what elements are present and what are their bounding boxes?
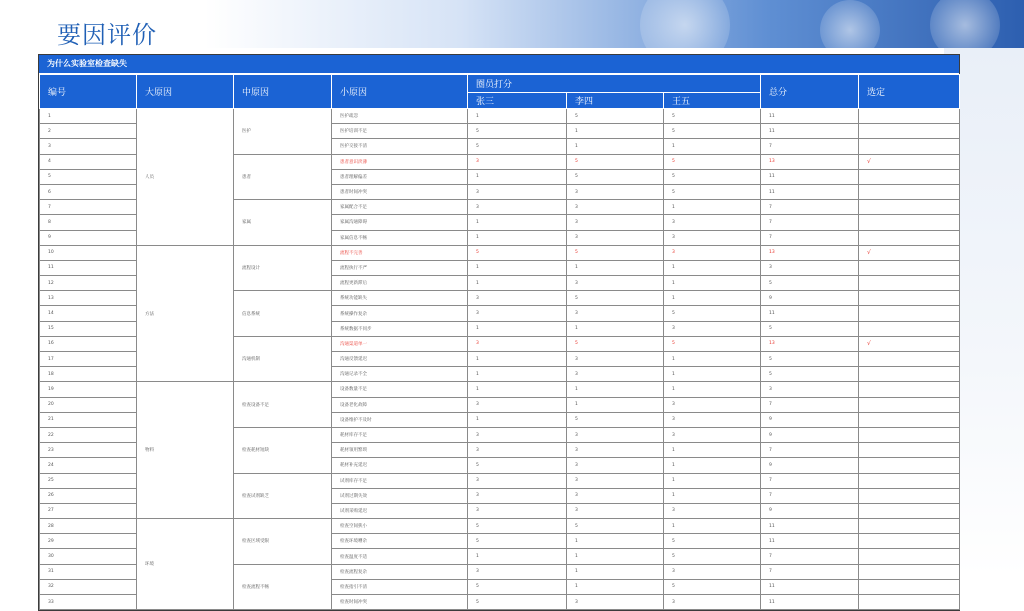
score-cell: 1 (567, 382, 664, 397)
minor-cause-cell: 试剂库存不足 (332, 473, 468, 488)
score-cell: 3 (468, 291, 567, 306)
total-cell: 11 (761, 534, 859, 549)
minor-cause-cell: 系统操作复杂 (332, 306, 468, 321)
middle-cause-cell: 检查流程不畅 (234, 564, 332, 610)
score-cell: 3 (468, 397, 567, 412)
score-cell: 1 (468, 367, 567, 382)
total-cell: 7 (761, 549, 859, 564)
score-cell: 5 (567, 169, 664, 184)
score-cell: 5 (567, 336, 664, 351)
score-cell: 1 (468, 215, 567, 230)
total-cell: 7 (761, 564, 859, 579)
id-cell: 14 (40, 306, 137, 321)
total-cell: 7 (761, 215, 859, 230)
minor-cause-cell: 设备维护不及时 (332, 412, 468, 427)
selected-cell (859, 139, 960, 154)
middle-cause-cell: 信息系统 (234, 291, 332, 337)
table-row (40, 245, 960, 260)
selected-cell (859, 549, 960, 564)
score-cell: 1 (468, 260, 567, 275)
minor-cause-cell: 沟通记录不全 (332, 367, 468, 382)
total-cell: 7 (761, 443, 859, 458)
minor-cause-cell: 检查环境嘈杂 (332, 534, 468, 549)
score-cell: 1 (567, 564, 664, 579)
id-cell: 26 (40, 488, 137, 503)
minor-cause-cell: 患者时间冲突 (332, 184, 468, 199)
score-cell: 5 (468, 124, 567, 139)
total-cell: 11 (761, 306, 859, 321)
id-cell: 13 (40, 291, 137, 306)
middle-cause-cell: 沟通机制 (234, 336, 332, 382)
minor-cause-cell: 试剂过期失效 (332, 488, 468, 503)
selected-cell (859, 579, 960, 594)
score-cell: 5 (567, 519, 664, 534)
selected-cell (859, 382, 960, 397)
selected-cell: √ (859, 336, 960, 351)
score-cell: 3 (468, 336, 567, 351)
score-cell: 3 (567, 276, 664, 291)
score-cell: 5 (468, 595, 567, 610)
score-cell: 1 (567, 549, 664, 564)
score-cell: 3 (468, 488, 567, 503)
total-cell: 9 (761, 427, 859, 442)
total-cell: 5 (761, 321, 859, 336)
total-cell: 7 (761, 139, 859, 154)
middle-cause-cell: 检查耗材短缺 (234, 427, 332, 473)
score-cell: 5 (468, 245, 567, 260)
score-cell: 3 (664, 245, 761, 260)
score-cell: 3 (468, 564, 567, 579)
score-cell: 5 (664, 306, 761, 321)
score-cell: 3 (567, 503, 664, 518)
member-header: 张三 (468, 93, 567, 109)
selected-cell (859, 169, 960, 184)
selected-cell: √ (859, 245, 960, 260)
total-cell: 9 (761, 412, 859, 427)
col-minor-header: 小原因 (332, 75, 468, 109)
total-cell: 9 (761, 458, 859, 473)
score-cell: 1 (567, 139, 664, 154)
total-cell: 7 (761, 397, 859, 412)
page-title: 要因评价 (57, 21, 157, 49)
minor-cause-cell: 家属沟通障碍 (332, 215, 468, 230)
id-cell: 5 (40, 169, 137, 184)
selected-cell (859, 412, 960, 427)
score-cell: 1 (664, 139, 761, 154)
score-cell: 1 (664, 458, 761, 473)
col-middle-header: 中原因 (234, 75, 332, 109)
selected-cell (859, 276, 960, 291)
middle-cause-cell: 检查设备不足 (234, 382, 332, 428)
total-cell: 7 (761, 488, 859, 503)
minor-cause-cell: 检查温度不适 (332, 549, 468, 564)
score-cell: 5 (664, 124, 761, 139)
minor-cause-cell: 设备数量不足 (332, 382, 468, 397)
score-cell: 1 (468, 276, 567, 291)
score-cell: 1 (567, 534, 664, 549)
score-cell: 1 (664, 352, 761, 367)
selected-cell (859, 124, 960, 139)
minor-cause-cell: 系统功能缺失 (332, 291, 468, 306)
total-cell: 11 (761, 579, 859, 594)
score-cell: 5 (567, 412, 664, 427)
score-cell: 1 (567, 260, 664, 275)
middle-cause-cell: 家属 (234, 200, 332, 246)
score-cell: 3 (468, 200, 567, 215)
score-cell: 1 (664, 519, 761, 534)
score-cell: 1 (468, 352, 567, 367)
score-cell: 3 (567, 473, 664, 488)
middle-cause-cell: 检查区域受限 (234, 519, 332, 565)
score-cell: 1 (664, 382, 761, 397)
col-id-header: 编号 (40, 75, 137, 109)
score-cell: 3 (567, 230, 664, 245)
minor-cause-cell: 家属配合不足 (332, 200, 468, 215)
col-total-header: 总分 (761, 75, 859, 109)
minor-cause-cell: 检查空间狭小 (332, 519, 468, 534)
total-cell: 13 (761, 336, 859, 351)
minor-cause-cell: 设备老化故障 (332, 397, 468, 412)
score-cell: 3 (468, 503, 567, 518)
table-row (40, 519, 960, 534)
score-cell: 3 (567, 443, 664, 458)
score-cell: 3 (664, 397, 761, 412)
score-cell: 1 (664, 443, 761, 458)
id-cell: 22 (40, 427, 137, 442)
id-cell: 15 (40, 321, 137, 336)
total-cell: 13 (761, 245, 859, 260)
score-cell: 1 (468, 321, 567, 336)
member-header: 王五 (664, 93, 761, 109)
score-cell: 3 (664, 321, 761, 336)
member-header: 李四 (567, 93, 664, 109)
id-cell: 20 (40, 397, 137, 412)
score-cell: 3 (567, 215, 664, 230)
total-cell: 7 (761, 200, 859, 215)
score-cell: 5 (567, 245, 664, 260)
selected-cell (859, 200, 960, 215)
selected-cell (859, 397, 960, 412)
score-cell: 3 (567, 306, 664, 321)
score-cell: 1 (664, 260, 761, 275)
minor-cause-cell: 检查流程复杂 (332, 564, 468, 579)
minor-cause-cell: 耗材库存不足 (332, 427, 468, 442)
score-cell: 3 (664, 412, 761, 427)
id-cell: 11 (40, 260, 137, 275)
id-cell: 8 (40, 215, 137, 230)
id-cell: 10 (40, 245, 137, 260)
id-cell: 6 (40, 184, 137, 199)
major-cause-cell: 环境 (137, 519, 234, 610)
score-cell: 5 (567, 109, 664, 124)
total-cell: 3 (761, 260, 859, 275)
minor-cause-cell: 试剂采购延迟 (332, 503, 468, 518)
minor-cause-cell: 家属信息不畅 (332, 230, 468, 245)
table-row (40, 382, 960, 397)
col-selected-header: 选定 (859, 75, 960, 109)
id-cell: 31 (40, 564, 137, 579)
middle-cause-cell: 患者 (234, 154, 332, 200)
score-cell: 3 (664, 564, 761, 579)
id-cell: 16 (40, 336, 137, 351)
table-caption: 为什么实验室检查缺失 (39, 55, 959, 74)
score-cell: 1 (468, 230, 567, 245)
score-cell: 3 (468, 443, 567, 458)
id-cell: 19 (40, 382, 137, 397)
minor-cause-cell: 患者理解偏差 (332, 169, 468, 184)
score-cell: 5 (468, 519, 567, 534)
total-cell: 7 (761, 230, 859, 245)
id-cell: 3 (40, 139, 137, 154)
id-cell: 4 (40, 154, 137, 169)
minor-cause-cell: 沟通渠道单一 (332, 336, 468, 351)
table-body (40, 109, 960, 610)
minor-cause-cell: 耗材领用繁琐 (332, 443, 468, 458)
score-cell: 3 (567, 184, 664, 199)
selected-cell (859, 519, 960, 534)
score-cell: 3 (468, 473, 567, 488)
selected-cell (859, 352, 960, 367)
id-cell: 9 (40, 230, 137, 245)
total-cell: 5 (761, 276, 859, 291)
score-cell: 1 (664, 276, 761, 291)
score-cell: 1 (664, 473, 761, 488)
id-cell: 17 (40, 352, 137, 367)
minor-cause-cell: 耗材补充延迟 (332, 458, 468, 473)
minor-cause-cell: 流程执行不严 (332, 260, 468, 275)
score-cell: 5 (664, 154, 761, 169)
score-cell: 1 (664, 200, 761, 215)
score-cell: 5 (664, 579, 761, 594)
middle-cause-cell: 检查试剂缺乏 (234, 473, 332, 519)
minor-cause-cell: 医护培训不足 (332, 124, 468, 139)
selected-cell (859, 321, 960, 336)
selected-cell (859, 443, 960, 458)
score-cell: 1 (664, 367, 761, 382)
score-cell: 3 (567, 352, 664, 367)
score-cell: 5 (664, 184, 761, 199)
total-cell: 3 (761, 382, 859, 397)
minor-cause-cell: 流程更新滞后 (332, 276, 468, 291)
score-cell: 3 (567, 427, 664, 442)
major-cause-cell: 物料 (137, 382, 234, 519)
minor-cause-cell: 患者意识淡薄 (332, 154, 468, 169)
table-row (40, 109, 960, 124)
total-cell: 11 (761, 184, 859, 199)
total-cell: 9 (761, 291, 859, 306)
score-cell: 5 (468, 139, 567, 154)
selected-cell: √ (859, 154, 960, 169)
score-cell: 5 (664, 169, 761, 184)
score-cell: 5 (664, 109, 761, 124)
selected-cell (859, 473, 960, 488)
selected-cell (859, 458, 960, 473)
score-cell: 3 (664, 230, 761, 245)
score-cell: 3 (567, 458, 664, 473)
score-cell: 3 (567, 200, 664, 215)
selected-cell (859, 503, 960, 518)
total-cell: 5 (761, 367, 859, 382)
score-cell: 3 (664, 503, 761, 518)
id-cell: 30 (40, 549, 137, 564)
selected-cell (859, 184, 960, 199)
score-cell: 1 (468, 109, 567, 124)
minor-cause-cell: 医护疏忽 (332, 109, 468, 124)
score-cell: 3 (468, 306, 567, 321)
selected-cell (859, 488, 960, 503)
minor-cause-cell: 系统数据不同步 (332, 321, 468, 336)
id-cell: 33 (40, 595, 137, 610)
id-cell: 21 (40, 412, 137, 427)
score-cell: 5 (567, 291, 664, 306)
score-cell: 1 (567, 321, 664, 336)
evaluation-table (38, 54, 960, 611)
id-cell: 12 (40, 276, 137, 291)
col-major-header: 大原因 (137, 75, 234, 109)
total-cell: 11 (761, 109, 859, 124)
id-cell: 24 (40, 458, 137, 473)
score-cell: 5 (468, 534, 567, 549)
score-cell: 3 (664, 215, 761, 230)
score-cell: 5 (567, 154, 664, 169)
selected-cell (859, 230, 960, 245)
selected-cell (859, 260, 960, 275)
id-cell: 2 (40, 124, 137, 139)
score-cell: 1 (468, 549, 567, 564)
score-cell: 3 (664, 595, 761, 610)
score-cell: 3 (567, 367, 664, 382)
score-cell: 3 (567, 488, 664, 503)
selected-cell (859, 291, 960, 306)
selected-cell (859, 367, 960, 382)
middle-cause-cell: 医护 (234, 109, 332, 155)
total-cell: 13 (761, 154, 859, 169)
id-cell: 7 (40, 200, 137, 215)
score-cell: 3 (468, 427, 567, 442)
total-cell: 11 (761, 519, 859, 534)
score-cell: 1 (468, 382, 567, 397)
score-cell: 1 (664, 291, 761, 306)
score-cell: 5 (468, 579, 567, 594)
id-cell: 29 (40, 534, 137, 549)
id-cell: 28 (40, 519, 137, 534)
selected-cell (859, 595, 960, 610)
total-cell: 11 (761, 595, 859, 610)
total-cell: 7 (761, 473, 859, 488)
id-cell: 23 (40, 443, 137, 458)
total-cell: 11 (761, 124, 859, 139)
minor-cause-cell: 流程不完善 (332, 245, 468, 260)
selected-cell (859, 306, 960, 321)
score-cell: 5 (664, 549, 761, 564)
score-cell: 1 (468, 412, 567, 427)
minor-cause-cell: 沟通反馈延迟 (332, 352, 468, 367)
id-cell: 27 (40, 503, 137, 518)
id-cell: 1 (40, 109, 137, 124)
score-cell: 1 (567, 397, 664, 412)
total-cell: 11 (761, 169, 859, 184)
selected-cell (859, 427, 960, 442)
minor-cause-cell: 医护交接不清 (332, 139, 468, 154)
minor-cause-cell: 检查时间冲突 (332, 595, 468, 610)
score-cell: 1 (468, 169, 567, 184)
score-cell: 1 (567, 124, 664, 139)
middle-cause-cell: 流程设计 (234, 245, 332, 291)
score-cell: 5 (664, 534, 761, 549)
total-cell: 5 (761, 352, 859, 367)
score-cell: 3 (664, 427, 761, 442)
selected-cell (859, 215, 960, 230)
major-cause-cell: 方法 (137, 245, 234, 382)
major-cause-cell: 人员 (137, 109, 234, 246)
selected-cell (859, 564, 960, 579)
selected-cell (859, 109, 960, 124)
id-cell: 25 (40, 473, 137, 488)
selected-cell (859, 534, 960, 549)
score-cell: 1 (664, 488, 761, 503)
score-group-header: 圈员打分 (468, 75, 761, 93)
score-cell: 5 (468, 458, 567, 473)
id-cell: 18 (40, 367, 137, 382)
score-cell: 5 (664, 336, 761, 351)
score-cell: 3 (468, 154, 567, 169)
id-cell: 32 (40, 579, 137, 594)
total-cell: 9 (761, 503, 859, 518)
score-cell: 1 (567, 579, 664, 594)
minor-cause-cell: 检查指引不清 (332, 579, 468, 594)
score-cell: 3 (567, 595, 664, 610)
score-cell: 3 (468, 184, 567, 199)
